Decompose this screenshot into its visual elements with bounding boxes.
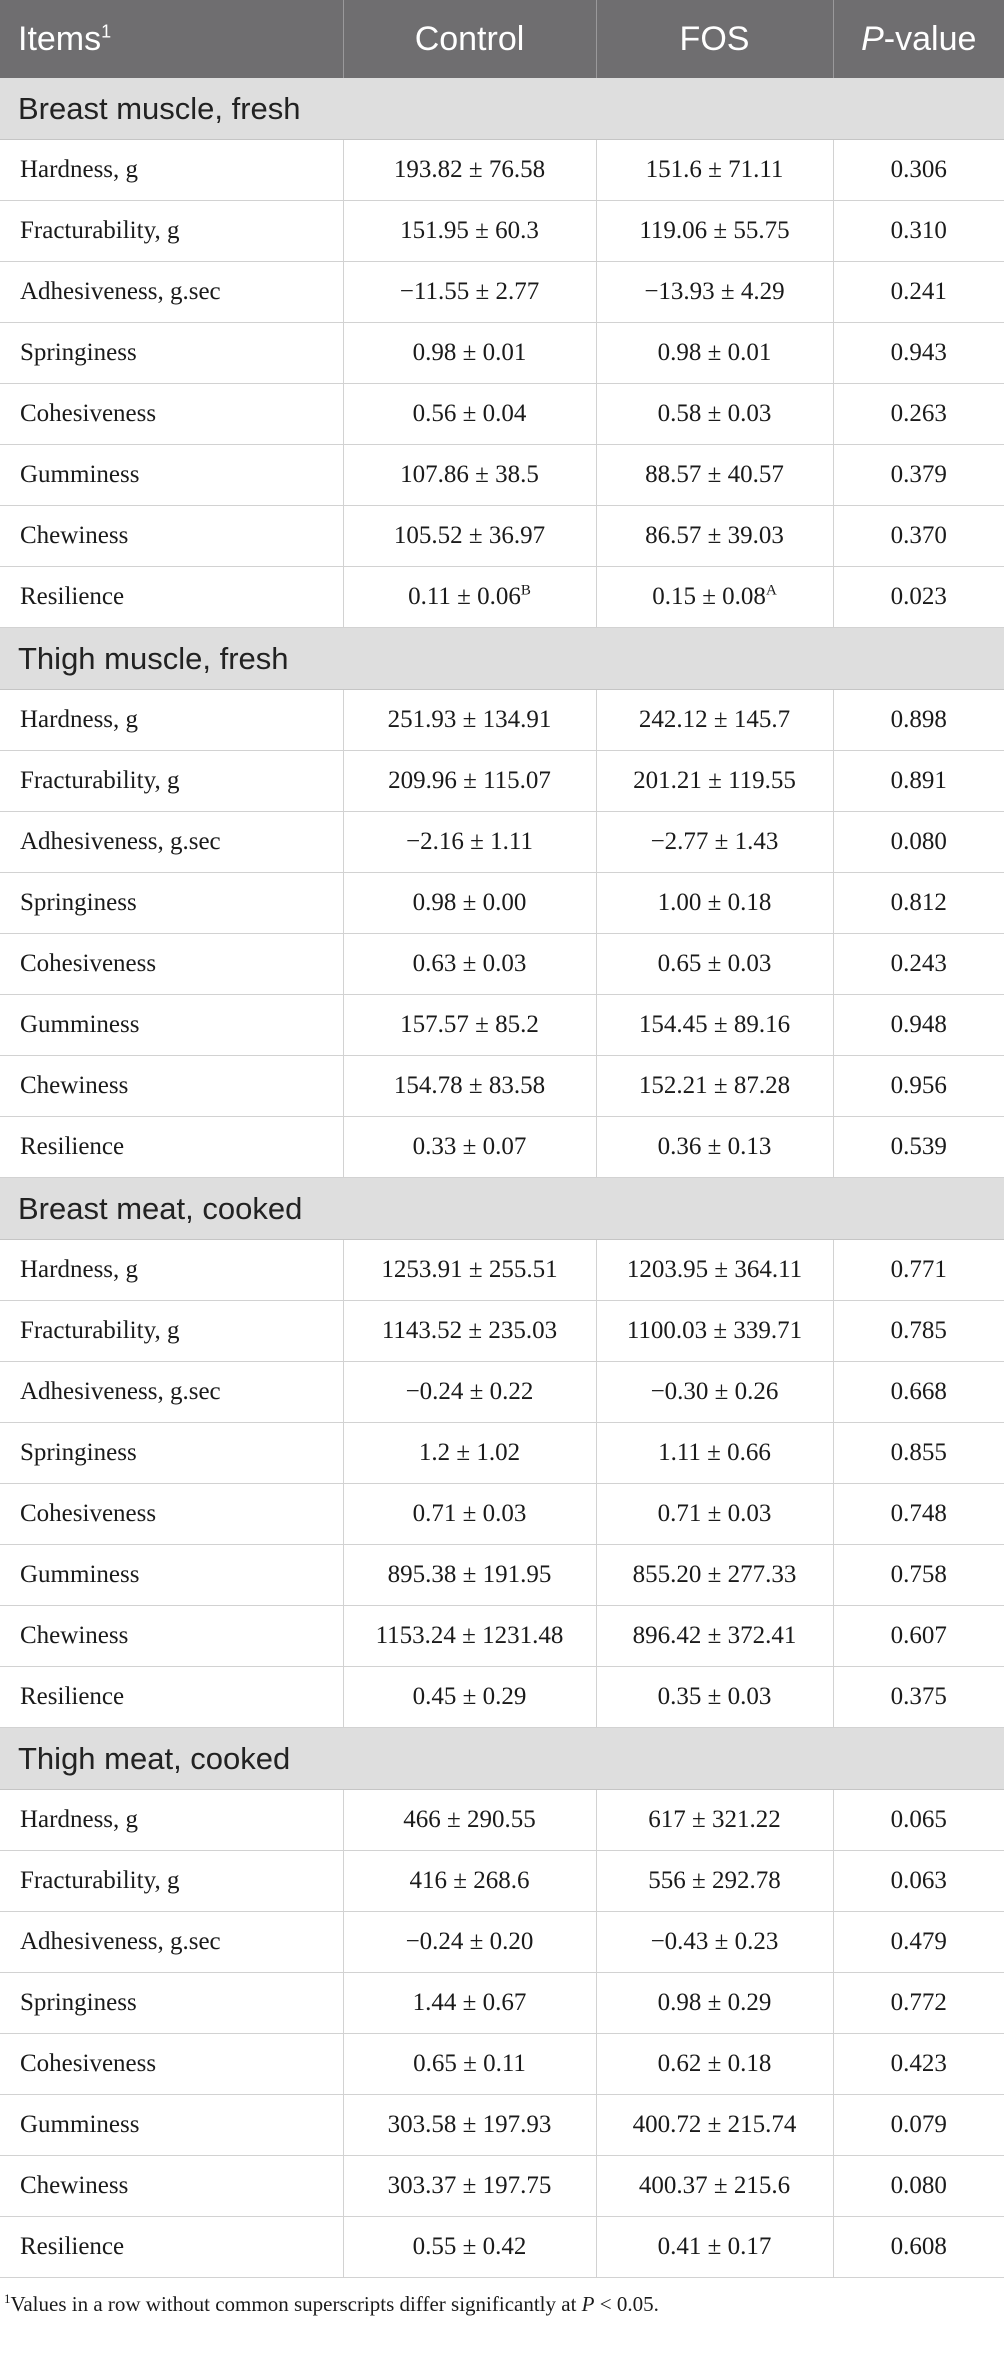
control-cell (343, 1606, 596, 1667)
control-value: 0.63 ± 0.03 (412, 950, 527, 977)
control-cell (343, 1423, 596, 1484)
control-cell (343, 506, 596, 567)
fos-cell (596, 2095, 833, 2156)
section-row (0, 628, 1004, 690)
table-row (0, 506, 1004, 567)
item-cell: Chewiness (0, 1056, 343, 1117)
item-cell: Adhesiveness, g.sec (0, 262, 343, 323)
control-value: 1153.24 ± 1231.48 (375, 1622, 564, 1649)
fos-cell (596, 1301, 833, 1362)
item-cell: Chewiness (0, 1606, 343, 1667)
control-value: 1253.91 ± 255.51 (381, 1256, 558, 1283)
table-row (0, 323, 1004, 384)
p-value-cell: 0.079 (833, 2095, 1004, 2156)
table-row (0, 1545, 1004, 1606)
fos-cell (596, 262, 833, 323)
control-cell (343, 1117, 596, 1178)
table-row (0, 262, 1004, 323)
control-value: 0.45 ± 0.29 (412, 1683, 527, 1710)
p-value-cell: 0.375 (833, 1667, 1004, 1728)
control-value: 895.38 ± 191.95 (387, 1561, 552, 1588)
section-row (0, 1728, 1004, 1790)
fos-value: 0.35 ± 0.03 (657, 1683, 772, 1710)
control-cell (343, 995, 596, 1056)
fos-cell (596, 140, 833, 201)
section-title: Thigh muscle, fresh (0, 628, 1004, 690)
control-value: 416 ± 268.6 (409, 1867, 530, 1894)
header-fos: FOS (596, 0, 833, 78)
fos-value: −2.77 ± 1.43 (650, 828, 779, 855)
table-row (0, 201, 1004, 262)
control-cell (343, 567, 596, 628)
item-cell: Resilience (0, 2217, 343, 2278)
table-row (0, 1667, 1004, 1728)
control-cell (343, 1973, 596, 2034)
p-value-cell: 0.758 (833, 1545, 1004, 1606)
control-value: 0.98 ± 0.00 (412, 889, 527, 916)
item-cell: Cohesiveness (0, 934, 343, 995)
control-cell (343, 1056, 596, 1117)
control-cell (343, 690, 596, 751)
p-value-cell: 0.065 (833, 1790, 1004, 1851)
fos-value: 556 ± 292.78 (648, 1867, 781, 1894)
footnote-text-before: Values in a row without common superscripts differ significantly at (10, 2292, 582, 2316)
fos-value: 400.72 ± 215.74 (632, 2111, 797, 2138)
table-row (0, 1117, 1004, 1178)
item-cell: Chewiness (0, 2156, 343, 2217)
fos-value: 0.41 ± 0.17 (657, 2233, 772, 2260)
fos-value: 1.00 ± 0.18 (657, 889, 772, 916)
control-superscript: B (520, 582, 531, 599)
header-items-sup: 1 (101, 21, 112, 42)
control-cell (343, 1484, 596, 1545)
table-footnote (0, 2278, 1004, 2317)
section-row (0, 1178, 1004, 1240)
fos-cell (596, 1912, 833, 1973)
fos-cell (596, 690, 833, 751)
p-value-cell: 0.956 (833, 1056, 1004, 1117)
control-cell (343, 201, 596, 262)
item-cell: Fracturability, g (0, 1851, 343, 1912)
header-p-rest: -value (883, 19, 977, 58)
control-value: −2.16 ± 1.11 (406, 828, 533, 855)
control-cell (343, 262, 596, 323)
fos-cell (596, 2156, 833, 2217)
table-header (0, 0, 1004, 78)
fos-value: 0.65 ± 0.03 (657, 950, 772, 977)
table-row (0, 1362, 1004, 1423)
p-value-cell: 0.607 (833, 1606, 1004, 1667)
item-cell: Resilience (0, 567, 343, 628)
table-row (0, 2217, 1004, 2278)
item-cell: Fracturability, g (0, 751, 343, 812)
header-items-label: Items (18, 19, 102, 58)
p-value-cell: 0.812 (833, 873, 1004, 934)
fos-value: 0.58 ± 0.03 (657, 400, 772, 427)
table-row (0, 2095, 1004, 2156)
fos-value: 0.62 ± 0.18 (657, 2050, 772, 2077)
fos-cell (596, 1240, 833, 1301)
fos-cell (596, 1117, 833, 1178)
table-row (0, 873, 1004, 934)
fos-cell (596, 1545, 833, 1606)
table-row (0, 1423, 1004, 1484)
item-cell: Hardness, g (0, 1240, 343, 1301)
item-cell: Gumminess (0, 445, 343, 506)
p-value-cell: 0.855 (833, 1423, 1004, 1484)
p-value-cell: 0.772 (833, 1973, 1004, 2034)
table-row (0, 445, 1004, 506)
control-cell (343, 1362, 596, 1423)
control-value: 1143.52 ± 235.03 (381, 1317, 558, 1344)
p-value-cell: 0.785 (833, 1301, 1004, 1362)
fos-value: −13.93 ± 4.29 (644, 278, 785, 305)
table-row (0, 812, 1004, 873)
fos-value: 0.15 ± 0.08 (652, 583, 766, 610)
fos-cell (596, 384, 833, 445)
table-row (0, 934, 1004, 995)
item-cell: Cohesiveness (0, 2034, 343, 2095)
control-value: 466 ± 290.55 (403, 1806, 536, 1833)
fos-value: 152.21 ± 87.28 (638, 1072, 791, 1099)
control-cell (343, 2034, 596, 2095)
section-row (0, 78, 1004, 140)
table-row (0, 1606, 1004, 1667)
footnote-text-after: < 0.05. (594, 2292, 659, 2316)
control-cell (343, 751, 596, 812)
fos-cell (596, 1362, 833, 1423)
p-value-cell: 0.943 (833, 323, 1004, 384)
fos-cell (596, 506, 833, 567)
fos-value: 896.42 ± 372.41 (632, 1622, 797, 1649)
fos-cell (596, 934, 833, 995)
fos-value: 400.37 ± 215.6 (638, 2172, 791, 2199)
item-cell: Adhesiveness, g.sec (0, 812, 343, 873)
table-body (0, 78, 1004, 2278)
item-cell: Hardness, g (0, 690, 343, 751)
table-row (0, 140, 1004, 201)
fos-value: 88.57 ± 40.57 (645, 461, 784, 488)
fos-superscript: A (765, 582, 777, 599)
control-value: −0.24 ± 0.22 (405, 1378, 534, 1405)
control-value: 251.93 ± 134.91 (387, 706, 552, 733)
header-control: Control (343, 0, 596, 78)
control-cell (343, 1301, 596, 1362)
fos-value: 1100.03 ± 339.71 (626, 1317, 803, 1344)
fos-cell (596, 1790, 833, 1851)
item-cell: Cohesiveness (0, 1484, 343, 1545)
table-row (0, 1790, 1004, 1851)
fos-value: 0.98 ± 0.29 (657, 1989, 772, 2016)
control-value: 1.44 ± 0.67 (412, 1989, 527, 2016)
footnote-sup: 1 (4, 2291, 11, 2306)
control-value: 0.71 ± 0.03 (412, 1500, 527, 1527)
table-row (0, 567, 1004, 628)
control-value: 154.78 ± 83.58 (393, 1072, 546, 1099)
fos-value: 617 ± 321.22 (648, 1806, 781, 1833)
control-value: 0.33 ± 0.07 (412, 1133, 527, 1160)
fos-cell (596, 812, 833, 873)
section-title: Thigh meat, cooked (0, 1728, 1004, 1790)
fos-cell (596, 2217, 833, 2278)
fos-cell (596, 1423, 833, 1484)
control-cell (343, 1912, 596, 1973)
fos-cell (596, 1973, 833, 2034)
fos-cell (596, 751, 833, 812)
control-value: 105.52 ± 36.97 (393, 522, 546, 549)
control-value: 1.2 ± 1.02 (418, 1439, 521, 1466)
fos-cell (596, 1056, 833, 1117)
fos-value: −0.30 ± 0.26 (650, 1378, 779, 1405)
control-cell (343, 1790, 596, 1851)
control-cell (343, 323, 596, 384)
p-value-cell: 0.948 (833, 995, 1004, 1056)
fos-value: 86.57 ± 39.03 (645, 522, 784, 549)
p-value-cell: 0.668 (833, 1362, 1004, 1423)
table-row (0, 384, 1004, 445)
control-cell (343, 873, 596, 934)
table-row (0, 1301, 1004, 1362)
p-value-cell: 0.080 (833, 2156, 1004, 2217)
fos-cell (596, 201, 833, 262)
item-cell: Gumminess (0, 2095, 343, 2156)
item-cell: Resilience (0, 1667, 343, 1728)
control-cell (343, 140, 596, 201)
fos-cell (596, 995, 833, 1056)
fos-value: 0.36 ± 0.13 (657, 1133, 772, 1160)
section-title: Breast muscle, fresh (0, 78, 1004, 140)
footnote-p-italic: P (581, 2292, 595, 2316)
table-row (0, 1240, 1004, 1301)
control-value: 209.96 ± 115.07 (388, 767, 551, 794)
item-cell: Gumminess (0, 1545, 343, 1606)
fos-cell (596, 323, 833, 384)
fos-cell (596, 1667, 833, 1728)
control-value: 0.55 ± 0.42 (412, 2233, 527, 2260)
item-cell: Adhesiveness, g.sec (0, 1362, 343, 1423)
p-value-cell: 0.379 (833, 445, 1004, 506)
p-value-cell: 0.310 (833, 201, 1004, 262)
p-value-cell: 0.306 (833, 140, 1004, 201)
fos-value: 201.21 ± 119.55 (633, 767, 796, 794)
control-cell (343, 934, 596, 995)
control-cell (343, 1851, 596, 1912)
item-cell: Hardness, g (0, 1790, 343, 1851)
p-value-cell: 0.771 (833, 1240, 1004, 1301)
item-cell: Fracturability, g (0, 201, 343, 262)
p-value-cell: 0.423 (833, 2034, 1004, 2095)
control-value: 157.57 ± 85.2 (400, 1011, 539, 1038)
p-value-cell: 0.243 (833, 934, 1004, 995)
control-cell (343, 384, 596, 445)
table-row (0, 1484, 1004, 1545)
p-value-cell: 0.898 (833, 690, 1004, 751)
p-value-cell: 0.608 (833, 2217, 1004, 2278)
p-value-cell: 0.891 (833, 751, 1004, 812)
table-row (0, 2034, 1004, 2095)
fos-value: −0.43 ± 0.23 (650, 1928, 779, 1955)
fos-cell (596, 873, 833, 934)
fos-cell (596, 2034, 833, 2095)
control-value: 0.65 ± 0.11 (413, 2050, 526, 2077)
item-cell: Resilience (0, 1117, 343, 1178)
control-value: 303.37 ± 197.75 (387, 2172, 552, 2199)
control-value: 107.86 ± 38.5 (400, 461, 539, 488)
fos-value: 1.11 ± 0.66 (658, 1439, 771, 1466)
fos-value: 154.45 ± 89.16 (638, 1011, 791, 1038)
fos-cell (596, 1484, 833, 1545)
p-value-cell: 0.241 (833, 262, 1004, 323)
item-cell: Springiness (0, 1973, 343, 2034)
table-row (0, 1973, 1004, 2034)
control-cell (343, 812, 596, 873)
control-value: −0.24 ± 0.20 (405, 1928, 534, 1955)
p-value-cell: 0.263 (833, 384, 1004, 445)
control-value: 151.95 ± 60.3 (400, 217, 539, 244)
table-row (0, 995, 1004, 1056)
header-items (0, 0, 343, 78)
item-cell: Hardness, g (0, 140, 343, 201)
table-row (0, 2156, 1004, 2217)
fos-cell (596, 1606, 833, 1667)
control-cell (343, 1667, 596, 1728)
fos-value: 855.20 ± 277.33 (632, 1561, 797, 1588)
item-cell: Adhesiveness, g.sec (0, 1912, 343, 1973)
fos-value: 242.12 ± 145.7 (638, 706, 791, 733)
table-row (0, 751, 1004, 812)
fos-value: 119.06 ± 55.75 (639, 217, 790, 244)
p-value-cell: 0.063 (833, 1851, 1004, 1912)
item-cell: Fracturability, g (0, 1301, 343, 1362)
p-value-cell: 0.080 (833, 812, 1004, 873)
control-value: −11.55 ± 2.77 (399, 278, 540, 305)
control-value: 0.56 ± 0.04 (412, 400, 527, 427)
fos-cell (596, 1851, 833, 1912)
p-value-cell: 0.748 (833, 1484, 1004, 1545)
p-value-cell: 0.539 (833, 1117, 1004, 1178)
table-row (0, 1851, 1004, 1912)
fos-value: 1203.95 ± 364.11 (626, 1256, 803, 1283)
table-row (0, 690, 1004, 751)
control-cell (343, 1545, 596, 1606)
control-value: 0.98 ± 0.01 (412, 339, 527, 366)
fos-value: 0.71 ± 0.03 (657, 1500, 772, 1527)
control-cell (343, 1240, 596, 1301)
p-value-cell: 0.370 (833, 506, 1004, 567)
item-cell: Springiness (0, 1423, 343, 1484)
header-row (0, 0, 1004, 78)
header-p-italic: P (861, 19, 884, 58)
control-value: 303.58 ± 197.93 (387, 2111, 552, 2138)
p-value-cell: 0.479 (833, 1912, 1004, 1973)
fos-value: 0.98 ± 0.01 (657, 339, 772, 366)
fos-cell (596, 445, 833, 506)
table-row (0, 1056, 1004, 1117)
item-cell: Gumminess (0, 995, 343, 1056)
control-cell (343, 445, 596, 506)
control-value: 193.82 ± 76.58 (393, 156, 546, 183)
p-value-cell: 0.023 (833, 567, 1004, 628)
section-title: Breast meat, cooked (0, 1178, 1004, 1240)
fos-cell (596, 567, 833, 628)
control-cell (343, 2095, 596, 2156)
item-cell: Cohesiveness (0, 384, 343, 445)
table-row (0, 1912, 1004, 1973)
item-cell: Springiness (0, 323, 343, 384)
control-cell (343, 2156, 596, 2217)
item-cell: Chewiness (0, 506, 343, 567)
header-p-value (833, 0, 1004, 78)
item-cell: Springiness (0, 873, 343, 934)
control-cell (343, 2217, 596, 2278)
fos-value: 151.6 ± 71.11 (645, 156, 784, 183)
control-value: 0.11 ± 0.06 (408, 583, 521, 610)
